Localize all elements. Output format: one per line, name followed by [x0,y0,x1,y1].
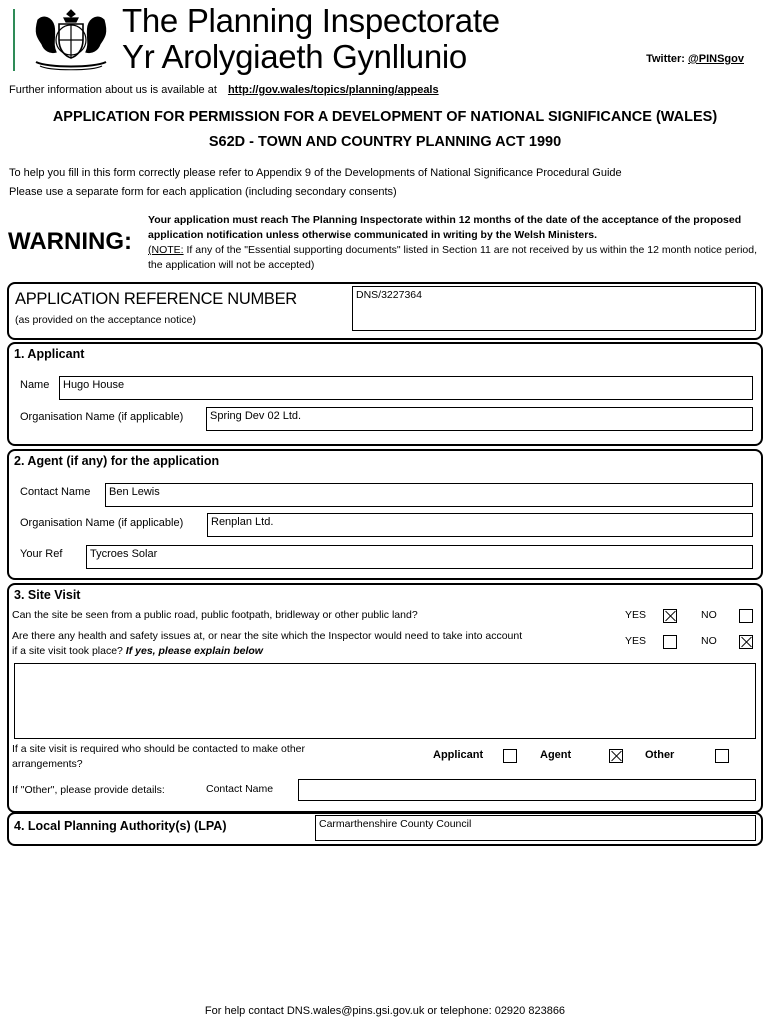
footer-help: For help contact DNS.wales@pins.gsi.gov.uk or telephone: 02920 823866 [204,1005,566,1017]
other-contact-input[interactable] [298,779,756,801]
q1-yes-checkbox[interactable] [663,609,677,623]
warning-note-text: If any of the "Essential supporting documents" listed in Section 11 are not received by us within the 12 month notice period, the application will not be accepted) [148,244,758,271]
twitter-label: Twitter: [646,53,685,65]
q2-no-label: NO [701,635,717,647]
form-subtitle: S62D - TOWN AND COUNTRY PLANNING ACT 1990 [208,134,562,150]
twitter-info [646,53,744,65]
reference-section [7,282,763,340]
contact-question-line1: If a site visit is required who should be contacted to make other [12,743,305,755]
q2-no-checkbox[interactable] [739,635,753,649]
agent-heading: 2. Agent (if any) for the application [14,454,220,468]
reference-number-input[interactable]: DNS/3227364 [352,286,756,331]
org-name-english: The Planning Inspectorate [122,2,500,39]
instruction-line-2: Please use a separate form for each application (including secondary consents) [9,186,397,198]
other-details-label: If "Other", please provide details: [12,784,165,796]
form-title: APPLICATION FOR PERMISSION FOR A DEVELOPMENT OF NATIONAL SIGNIFICANCE (WALES) [52,109,718,125]
option-other-label: Other [645,749,675,761]
q2-yes-checkbox[interactable] [663,635,677,649]
agent-contact-label: Contact Name [20,486,91,498]
instruction-line-1: To help you fill in this form correctly please refer to Appendix 9 of the Developments of National Significance Procedural Guide [9,167,622,179]
other-contact-checkbox[interactable] [715,749,729,763]
applicant-contact-checkbox[interactable] [503,749,517,763]
applicant-name-label: Name [20,379,50,391]
agent-contact-checkbox[interactable] [609,749,623,763]
agent-ref-label: Your Ref [20,548,63,560]
lpa-section [7,812,763,846]
site-visit-q2-line2 [12,645,263,657]
agent-org-label: Organisation Name (if applicable) [20,517,184,529]
option-applicant-label: Applicant [433,749,484,761]
royal-coat-of-arms-icon [28,6,114,74]
site-visit-q1: Can the site be seen from a public road, public footpath, bridleway or other public land? [12,609,418,621]
q1-no-label: NO [701,609,717,621]
agent-section [7,449,763,580]
option-agent-label: Agent [540,749,572,761]
site-visit-heading: 3. Site Visit [14,588,81,602]
reference-sublabel: (as provided on the acceptance notice) [15,314,196,326]
org-name-welsh: Yr Arolygiaeth Gynllunio [122,38,467,75]
contact-question-line2: arrangements? [12,758,83,770]
applicant-name-input[interactable]: Hugo House [59,376,753,400]
site-visit-section [7,583,763,813]
warning-label: WARNING: [8,228,132,255]
header-accent-line [13,9,15,71]
site-visit-q2-text: if a site visit took place? [12,645,123,657]
lpa-heading: 4. Local Planning Authority(s) (LPA) [14,819,227,833]
warning-text [148,213,760,273]
further-info-text: Further information about us is available at [9,84,217,96]
other-contact-label: Contact Name [206,783,274,795]
reference-label: APPLICATION REFERENCE NUMBER [15,290,297,308]
warning-bold-text: Your application must reach The Planning Inspectorate within 12 months of the date of the acceptance of the proposed application notification unless otherwise communicated in writing by the Welsh Ministers. [148,214,742,241]
further-info [9,84,439,96]
applicant-heading: 1. Applicant [14,347,85,361]
q2-yes-label: YES [625,635,647,647]
site-visit-q2-line1: Are there any health and safety issues at, or near the site which the Inspector would need to take into account [12,630,523,642]
applicant-org-label: Organisation Name (if applicable) [20,411,184,423]
health-safety-explanation-input[interactable] [14,663,756,739]
q1-no-checkbox[interactable] [739,609,753,623]
lpa-input[interactable]: Carmarthenshire County Council [315,815,756,841]
applicant-section [7,342,763,446]
applicant-org-input[interactable]: Spring Dev 02 Ltd. [206,407,753,431]
agent-contact-input[interactable]: Ben Lewis [105,483,753,507]
site-visit-q2-emph: If yes, please explain below [122,645,263,657]
agent-ref-input[interactable]: Tycroes Solar [86,545,753,569]
warning-note-label: (NOTE: [148,244,184,256]
twitter-handle-link[interactable]: @PINSgov [688,53,744,65]
agent-org-input[interactable]: Renplan Ltd. [207,513,753,537]
q1-yes-label: YES [625,609,647,621]
further-info-link[interactable]: http://gov.wales/topics/planning/appeals [227,84,439,96]
